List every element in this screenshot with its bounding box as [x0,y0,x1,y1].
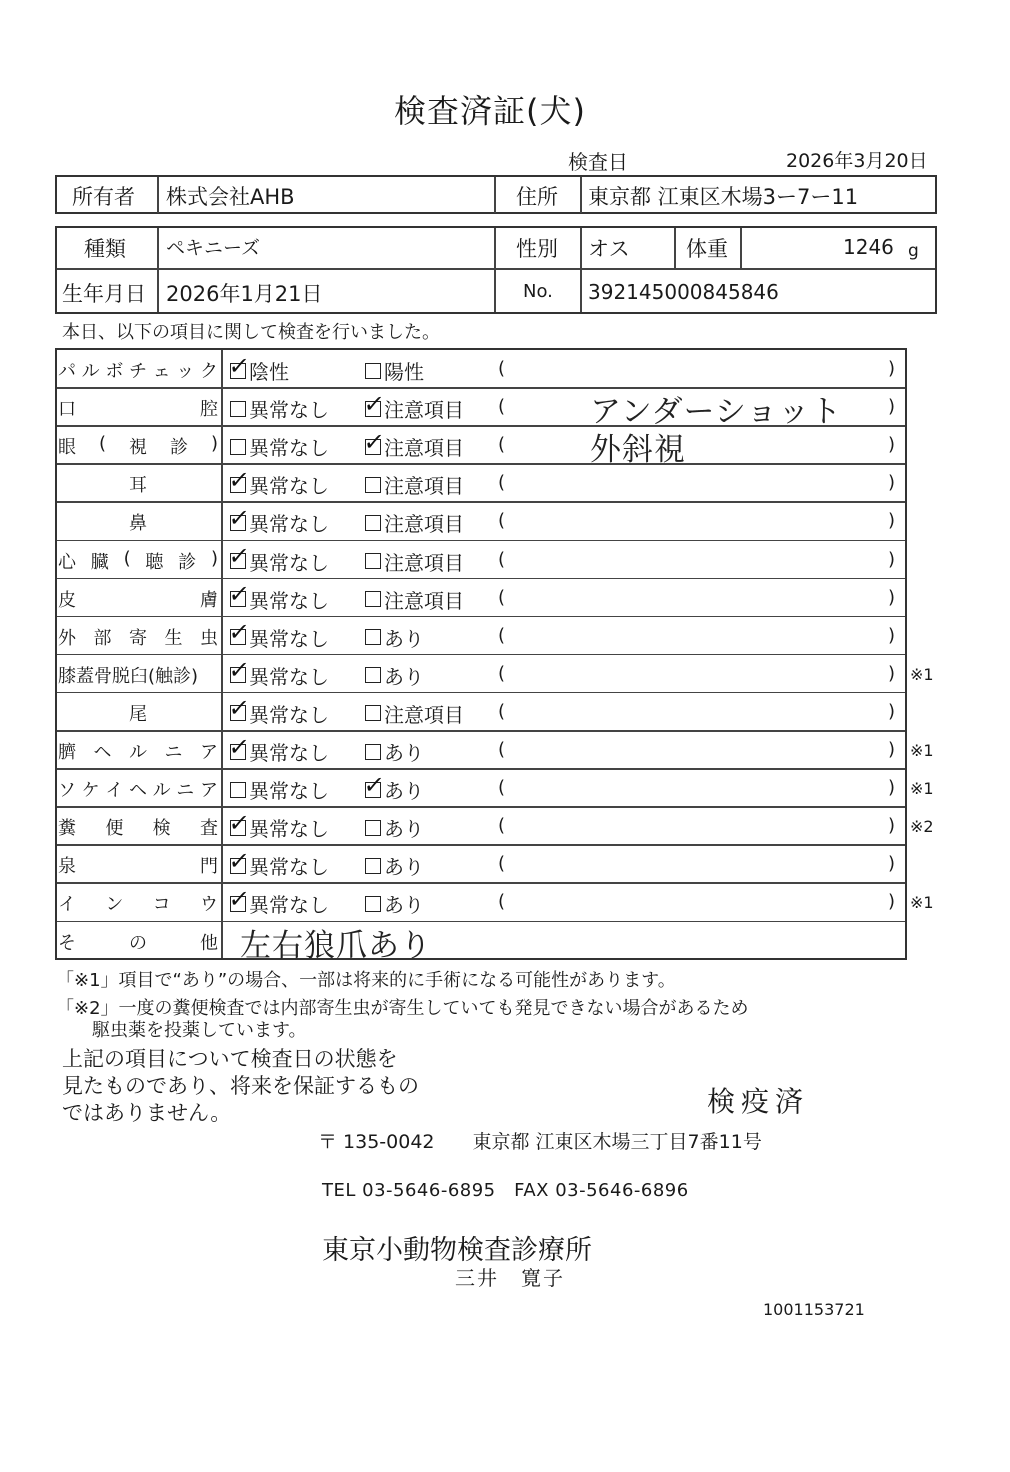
check-label-char: ) [210,433,218,455]
birth-value: 2026年1月21日 [166,282,323,306]
disclaimer [62,1046,419,1127]
serial-number: 1001153721 [763,1300,865,1319]
option-label: 異常なし [249,893,329,918]
note-1: 「※1」項目で“あり”の場合、一部は将来的に手術になる可能性があります。 [56,970,676,991]
option-flag[interactable] [362,770,424,804]
check-label [58,548,218,574]
paren-open: ( [498,434,506,456]
option-normal[interactable] [230,432,329,461]
checkbox-icon[interactable] [365,896,381,912]
check-label-char: ソ [58,780,76,802]
check-label: 尾 [129,703,147,725]
row-divider [57,806,905,808]
option-label: 注意項目 [384,474,464,499]
option-flag[interactable] [365,661,424,690]
footnote-ref: ※1 [910,664,934,684]
breed-label: 種類 [84,237,126,261]
check-label-char: ( [98,433,107,455]
check-label-char: 臍 [58,742,76,763]
paren-close: ) [888,662,896,684]
checkbox-icon[interactable] [230,782,246,798]
checkmark-icon: ✓ [227,580,252,609]
check-label-char: ル [129,742,147,763]
check-label-char: 眼 [58,437,76,459]
paren-open: ( [498,586,506,608]
paren-open: ( [498,815,506,837]
exam-date-label: 検査日 [568,150,628,174]
paren-close: ) [888,472,896,494]
check-label-char: 皮 [58,589,76,611]
check-label-char: ヘ [128,780,147,802]
check-label-char: 外 [58,627,76,649]
check-label-char: ヘ [93,742,112,763]
no-value: 392145000845846 [588,280,779,304]
checkmark-icon: ✓ [227,618,252,647]
option-label: あり [384,817,424,842]
check-label-char: ) [210,547,218,569]
checkbox-icon[interactable] [365,667,381,683]
check-label: 耳 [129,475,147,497]
option-normal[interactable] [227,732,329,766]
check-label-char: ボ [105,361,124,382]
check-label-char: ニ [164,742,183,763]
paren-close: ) [888,777,896,799]
owner-label: 所有者 [72,185,135,209]
weight-value: 1246 [843,235,894,259]
row-divider [57,616,905,618]
option-flag[interactable] [365,508,464,537]
check-label-char: ェ [152,361,171,382]
checkbox-icon[interactable] [365,858,381,874]
option-label: あり [384,893,424,918]
checkmark-icon: ✓ [227,846,252,875]
option-label: 異常なし [249,474,329,499]
option-flag[interactable] [365,737,424,766]
option-label: 異常なし [249,436,329,461]
other-label-char-1: そ [58,933,76,954]
option-flag[interactable] [365,470,464,499]
no-label: No. [523,281,553,302]
check-label-char: 門 [200,856,218,878]
check-label-char: ア [200,742,218,763]
exam-date: 2026年3月20日 [786,150,928,172]
check-label-char: 泉 [58,856,76,878]
weight-label: 体重 [686,237,728,261]
check-label-char: ウ [199,894,218,916]
paren-close: ) [888,891,896,913]
check-label [58,738,218,764]
option-label: 異常なし [249,664,329,689]
checkbox-icon[interactable] [227,351,252,380]
check-label [58,890,218,916]
option-label: 異常なし [249,588,329,613]
check-label-char: 便 [105,818,124,840]
check-label-char: コ [152,894,171,916]
option-normal[interactable] [227,503,329,537]
check-label-char: 臓 [90,551,109,573]
option-normal[interactable] [227,808,329,842]
option-flag[interactable] [365,356,424,385]
clinic-name: 東京小動物検査診療所 [322,1235,592,1266]
paren-close: ) [888,815,896,837]
option-label: 注意項目 [384,436,464,461]
intro-text: 本日、以下の項目に関して検査を行いました。 [62,322,440,343]
check-label: 鼻 [129,513,147,535]
check-label [58,357,218,383]
disclaimer-line-1: 上記の項目について検査日の状態を [62,1047,398,1071]
check-label: 膝蓋骨脱臼(触診) [58,665,199,687]
check-label-char: 査 [199,818,218,840]
other-label [58,929,218,955]
row-divider [57,578,905,580]
footnote-ref: ※1 [910,893,934,913]
page-title: 検査済証(犬) [394,92,586,130]
checkbox-icon[interactable] [227,465,252,494]
owner-value: 株式会社AHB [166,185,295,209]
check-label [58,852,218,878]
paren-close: ) [888,739,896,760]
checkbox-icon[interactable] [227,884,252,913]
birth-label: 生年月日 [62,282,146,306]
veterinarian-name: 三井 寛子 [455,1266,565,1290]
breed-value: ペキニーズ [166,237,261,259]
check-label-char: ッ [176,361,195,382]
check-label-char: ン [105,894,124,916]
check-label-char: チ [128,361,147,382]
paren-open: ( [498,358,506,379]
option-flag[interactable] [365,547,464,576]
option-label: あり [384,779,424,804]
check-label-char: 検 [152,818,171,840]
row-divider [57,540,905,542]
paren-close: ) [888,396,896,418]
check-label-char: ニ [176,780,195,802]
option-flag[interactable] [365,699,464,728]
option-label: 異常なし [249,512,329,537]
paren-open: ( [498,662,506,684]
sex-value: オス [588,237,630,261]
option-normal[interactable] [227,618,329,652]
option-label: 注意項目 [384,588,464,613]
checkbox-icon[interactable] [230,439,246,455]
check-label-char: ク [199,361,218,382]
option-label: 異常なし [249,702,329,727]
row-divider [57,692,905,694]
check-label-char: イ [58,894,76,916]
check-label-char: ケ [81,780,100,802]
footnote-ref: ※2 [910,817,934,837]
paren-close: ) [888,853,896,875]
row-divider [57,654,905,656]
option-label: 異常なし [249,817,329,842]
check-label-char: 膚 [200,589,218,611]
paren-open: ( [498,700,506,722]
check-label-char: ア [199,780,218,802]
other-handwritten-note: 左右狼爪あり [240,928,432,964]
check-label-char: ル [152,780,171,802]
checkbox-icon[interactable] [227,580,252,609]
checkbox-icon[interactable] [362,770,387,799]
row-divider [57,463,905,465]
option-label: 異常なし [249,398,329,423]
checkbox-icon[interactable] [227,846,252,875]
paren-close: ) [888,624,896,646]
checkmark-icon: ✓ [227,808,252,837]
address-label: 住所 [516,185,558,209]
option-normal[interactable] [227,846,329,880]
paren-open: ( [498,548,506,570]
paren-open: ( [498,739,506,760]
option-label: 異常なし [249,855,329,880]
paren-close: ) [888,586,896,608]
option-label: 注意項目 [384,702,464,727]
option-flag[interactable] [362,427,464,461]
checkbox-icon[interactable] [365,744,381,760]
clinic-phone-fax: TEL 03-5646-6895 FAX 03-5646-6896 [322,1180,689,1201]
checkbox-icon[interactable] [227,656,252,685]
option-flag[interactable] [365,813,424,842]
option-label: あり [384,741,424,765]
check-label-char: 部 [93,627,112,649]
disclaimer-line-3: ではありません。 [62,1101,232,1125]
option-label: 陽性 [384,360,424,384]
option-normal[interactable] [230,775,329,804]
row-divider [57,768,905,770]
check-label [58,814,218,840]
paren-open: ( [498,891,506,913]
option-label: 異常なし [249,779,329,804]
checkbox-icon[interactable] [365,477,381,493]
paren-open: ( [498,510,506,532]
option-normal[interactable] [227,656,329,690]
option-normal[interactable] [227,694,329,728]
checkbox-icon[interactable] [227,732,252,761]
check-label [58,433,218,459]
note-2: 「※2」一度の糞便検査では内部寄生虫が寄生していても発見できない場合があるため [56,998,749,1019]
weight-unit: g [908,241,919,261]
checkbox-icon[interactable] [362,427,387,456]
option-flag[interactable] [365,585,464,614]
option-flag[interactable] [365,623,424,652]
checkbox-icon[interactable] [365,820,381,836]
checkmark-icon: ✓ [362,389,387,418]
row-divider [57,730,905,732]
check-label-char: パ [58,361,76,382]
address-value: 東京都 江東区木場3ー7ー11 [588,185,859,209]
option-flag[interactable] [362,389,464,423]
check-label-char: 腔 [200,399,218,421]
checkmark-icon: ✓ [227,542,252,570]
checkmark-icon: ✓ [227,732,252,761]
handwritten-note: 外斜視 [590,432,686,469]
check-label-char: 虫 [200,627,218,649]
sex-label: 性別 [516,237,558,261]
checkbox-icon[interactable] [230,401,246,417]
check-label-char: 口 [58,399,76,421]
check-label [58,395,218,421]
check-label-char: 聴 [145,551,164,573]
checkbox-icon[interactable] [227,542,252,570]
checkbox-icon[interactable] [227,503,252,532]
option-label: 陰性 [249,360,289,384]
row-divider [57,844,905,846]
paren-close: ) [888,548,896,570]
option-label: あり [384,664,424,689]
other-label-char-3: 他 [200,933,218,954]
option-normal[interactable] [227,542,329,576]
check-label [58,624,218,650]
clinic-address: 〒 135-0042 東京都 江東区木場三丁目7番11号 [318,1131,762,1153]
paren-close: ) [888,510,896,532]
check-label-char: 心 [58,551,76,573]
paren-close: ) [888,700,896,722]
option-label: あり [384,626,424,651]
check-label [58,776,218,802]
option-label: 異常なし [249,550,329,575]
checkmark-icon: ✓ [227,351,252,380]
option-label: あり [384,855,424,880]
check-label-char: ( [123,547,131,569]
option-normal[interactable] [227,884,329,918]
note-3: 駆虫薬を投薬しています。 [56,1020,307,1041]
checkmark-icon: ✓ [227,465,252,494]
checkbox-icon[interactable] [227,808,252,837]
checkmark-icon: ✓ [362,770,387,799]
option-label: 注意項目 [384,512,464,537]
option-flag[interactable] [365,851,424,880]
checkbox-icon[interactable] [227,618,252,647]
option-normal[interactable] [230,394,329,423]
option-label: 注意項目 [384,398,464,423]
check-label-char: 寄 [129,627,147,649]
check-label-char: 診 [178,551,197,573]
checkmark-icon: ✓ [227,884,252,913]
checkbox-icon[interactable] [365,515,381,531]
quarantine-stamp: 検疫済 [707,1085,810,1118]
option-label: 異常なし [249,626,329,651]
paren-open: ( [498,396,506,418]
paren-open: ( [498,853,506,875]
row-divider [57,501,905,503]
check-label-char: イ [105,780,124,802]
option-normal[interactable] [227,465,329,499]
option-label: 注意項目 [384,550,464,575]
check-label [58,586,218,612]
check-label-char: ル [81,361,100,382]
checkbox-icon[interactable] [362,389,387,418]
option-normal[interactable] [227,351,289,385]
checkbox-icon[interactable] [365,363,381,379]
check-label-char: 診 [169,437,188,459]
footnote-ref: ※1 [910,779,934,799]
other-label-char-2: の [129,933,147,954]
footnote-ref: ※1 [910,741,934,760]
row-divider [57,921,905,923]
check-label-char: 視 [129,437,147,459]
paren-open: ( [498,472,506,494]
row-divider [57,882,905,884]
checkmark-icon: ✓ [227,694,252,723]
option-normal[interactable] [227,580,329,614]
disclaimer-line-2: 見たものであり、将来を保証するもの [62,1074,419,1098]
checkmark-icon: ✓ [227,503,252,532]
checkbox-icon[interactable] [365,705,381,721]
paren-close: ) [888,358,896,379]
checkbox-icon[interactable] [365,591,381,607]
check-label-char: 生 [164,627,183,649]
handwritten-note: アンダーショット [590,394,843,431]
option-flag[interactable] [365,889,424,918]
paren-open: ( [498,624,506,646]
paren-open: ( [498,777,506,799]
check-label-char: 糞 [58,818,76,840]
checkbox-icon[interactable] [365,553,381,569]
option-label: 異常なし [249,741,329,765]
checkmark-icon: ✓ [362,427,387,456]
checkmark-icon: ✓ [227,656,252,685]
checkbox-icon[interactable] [227,694,252,723]
paren-close: ) [888,434,896,456]
checkbox-icon[interactable] [365,629,381,645]
